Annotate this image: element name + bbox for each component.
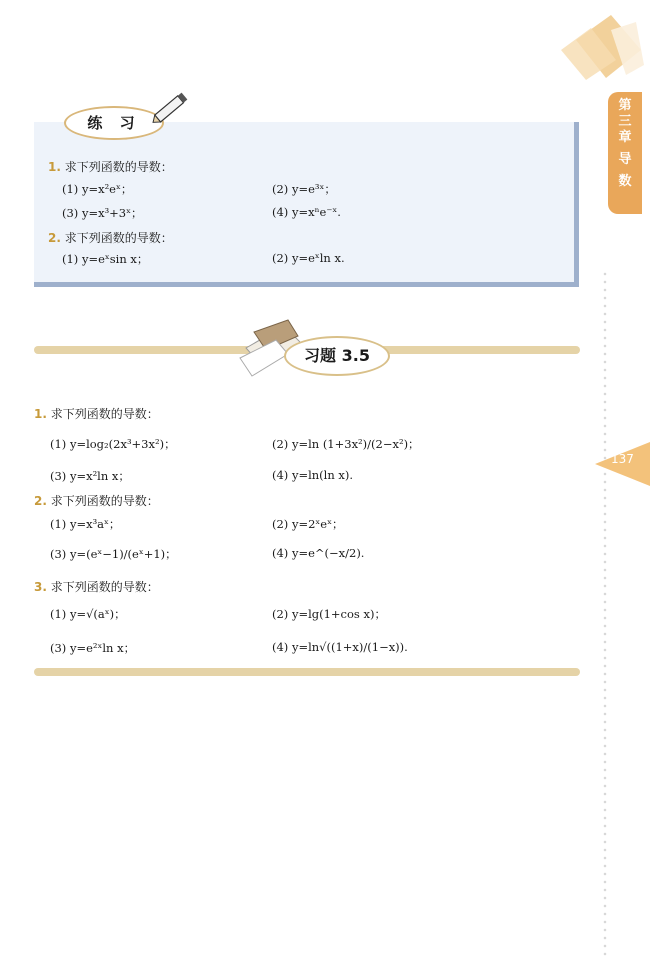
chapter-tab <box>608 92 642 214</box>
practice-item: (2) y=e³ˣ； <box>272 182 336 196</box>
page-corner-decoration <box>556 10 646 80</box>
question-text: 求下列函数的导数： <box>50 494 159 508</box>
chapter-char: 导 <box>618 152 632 167</box>
exercise-item: (2) y=2ˣeˣ； <box>272 517 344 531</box>
exercise-item: (4) y=ln√((1+x)/(1−x)). <box>272 640 408 654</box>
chapter-char: 数 <box>618 174 632 189</box>
question-text: 求下列函数的导数： <box>50 407 159 421</box>
question-number: 2. <box>48 231 61 245</box>
exercise-question-3 <box>34 578 159 595</box>
practice-item: (1) y=eˣsin x； <box>62 252 149 266</box>
question-text: 求下列函数的导数： <box>64 231 173 245</box>
exercise-item: (1) y=√(aˣ)； <box>50 607 126 621</box>
exercise-item: (4) y=ln(ln x). <box>272 468 354 482</box>
exercise-item: (2) y=ln (1+3x²)/(2−x²)； <box>272 437 420 451</box>
exercise-item: (3) y=e²ˣln x； <box>50 641 136 655</box>
chapter-char: 章 <box>618 130 632 145</box>
exercise-bottom-bar <box>34 668 580 676</box>
exercise-item: (3) y=x²ln x； <box>50 469 130 483</box>
exercise-title: 习题 3.5 <box>284 336 390 376</box>
chapter-char: 第 <box>618 98 632 113</box>
practice-item: (3) y=x³+3ˣ； <box>62 206 143 220</box>
exercise-item: (2) y=lg(1+cos x)； <box>272 607 386 621</box>
question-number: 1. <box>34 407 47 421</box>
practice-label: 练 习 <box>64 106 164 140</box>
question-number: 3. <box>34 580 47 594</box>
exercise-item: (4) y=e^(−x/2). <box>272 546 365 560</box>
exercise-item: (3) y=(eˣ−1)/(eˣ+1)； <box>50 547 177 561</box>
exercise-item: (1) y=x³aˣ； <box>50 517 121 531</box>
pencil-icon <box>148 88 194 128</box>
page-number: 137 <box>611 452 634 466</box>
page-number-badge <box>595 442 650 486</box>
question-text: 求下列函数的导数： <box>50 580 159 594</box>
chapter-char: 三 <box>618 114 632 129</box>
practice-item: (1) y=x²eˣ； <box>62 182 133 196</box>
practice-item: (2) y=eˣln x. <box>272 251 345 265</box>
exercise-question-1 <box>34 405 159 422</box>
practice-question-2 <box>48 229 173 246</box>
dotted-margin-line <box>603 270 607 959</box>
question-number: 2. <box>34 494 47 508</box>
practice-item: (4) y=xⁿe⁻ˣ. <box>272 205 341 219</box>
practice-question-1 <box>48 158 173 175</box>
exercise-question-2 <box>34 492 159 509</box>
exercise-item: (1) y=log₂(2x³+3x²)； <box>50 437 176 451</box>
question-number: 1. <box>48 160 61 174</box>
question-text: 求下列函数的导数： <box>64 160 173 174</box>
